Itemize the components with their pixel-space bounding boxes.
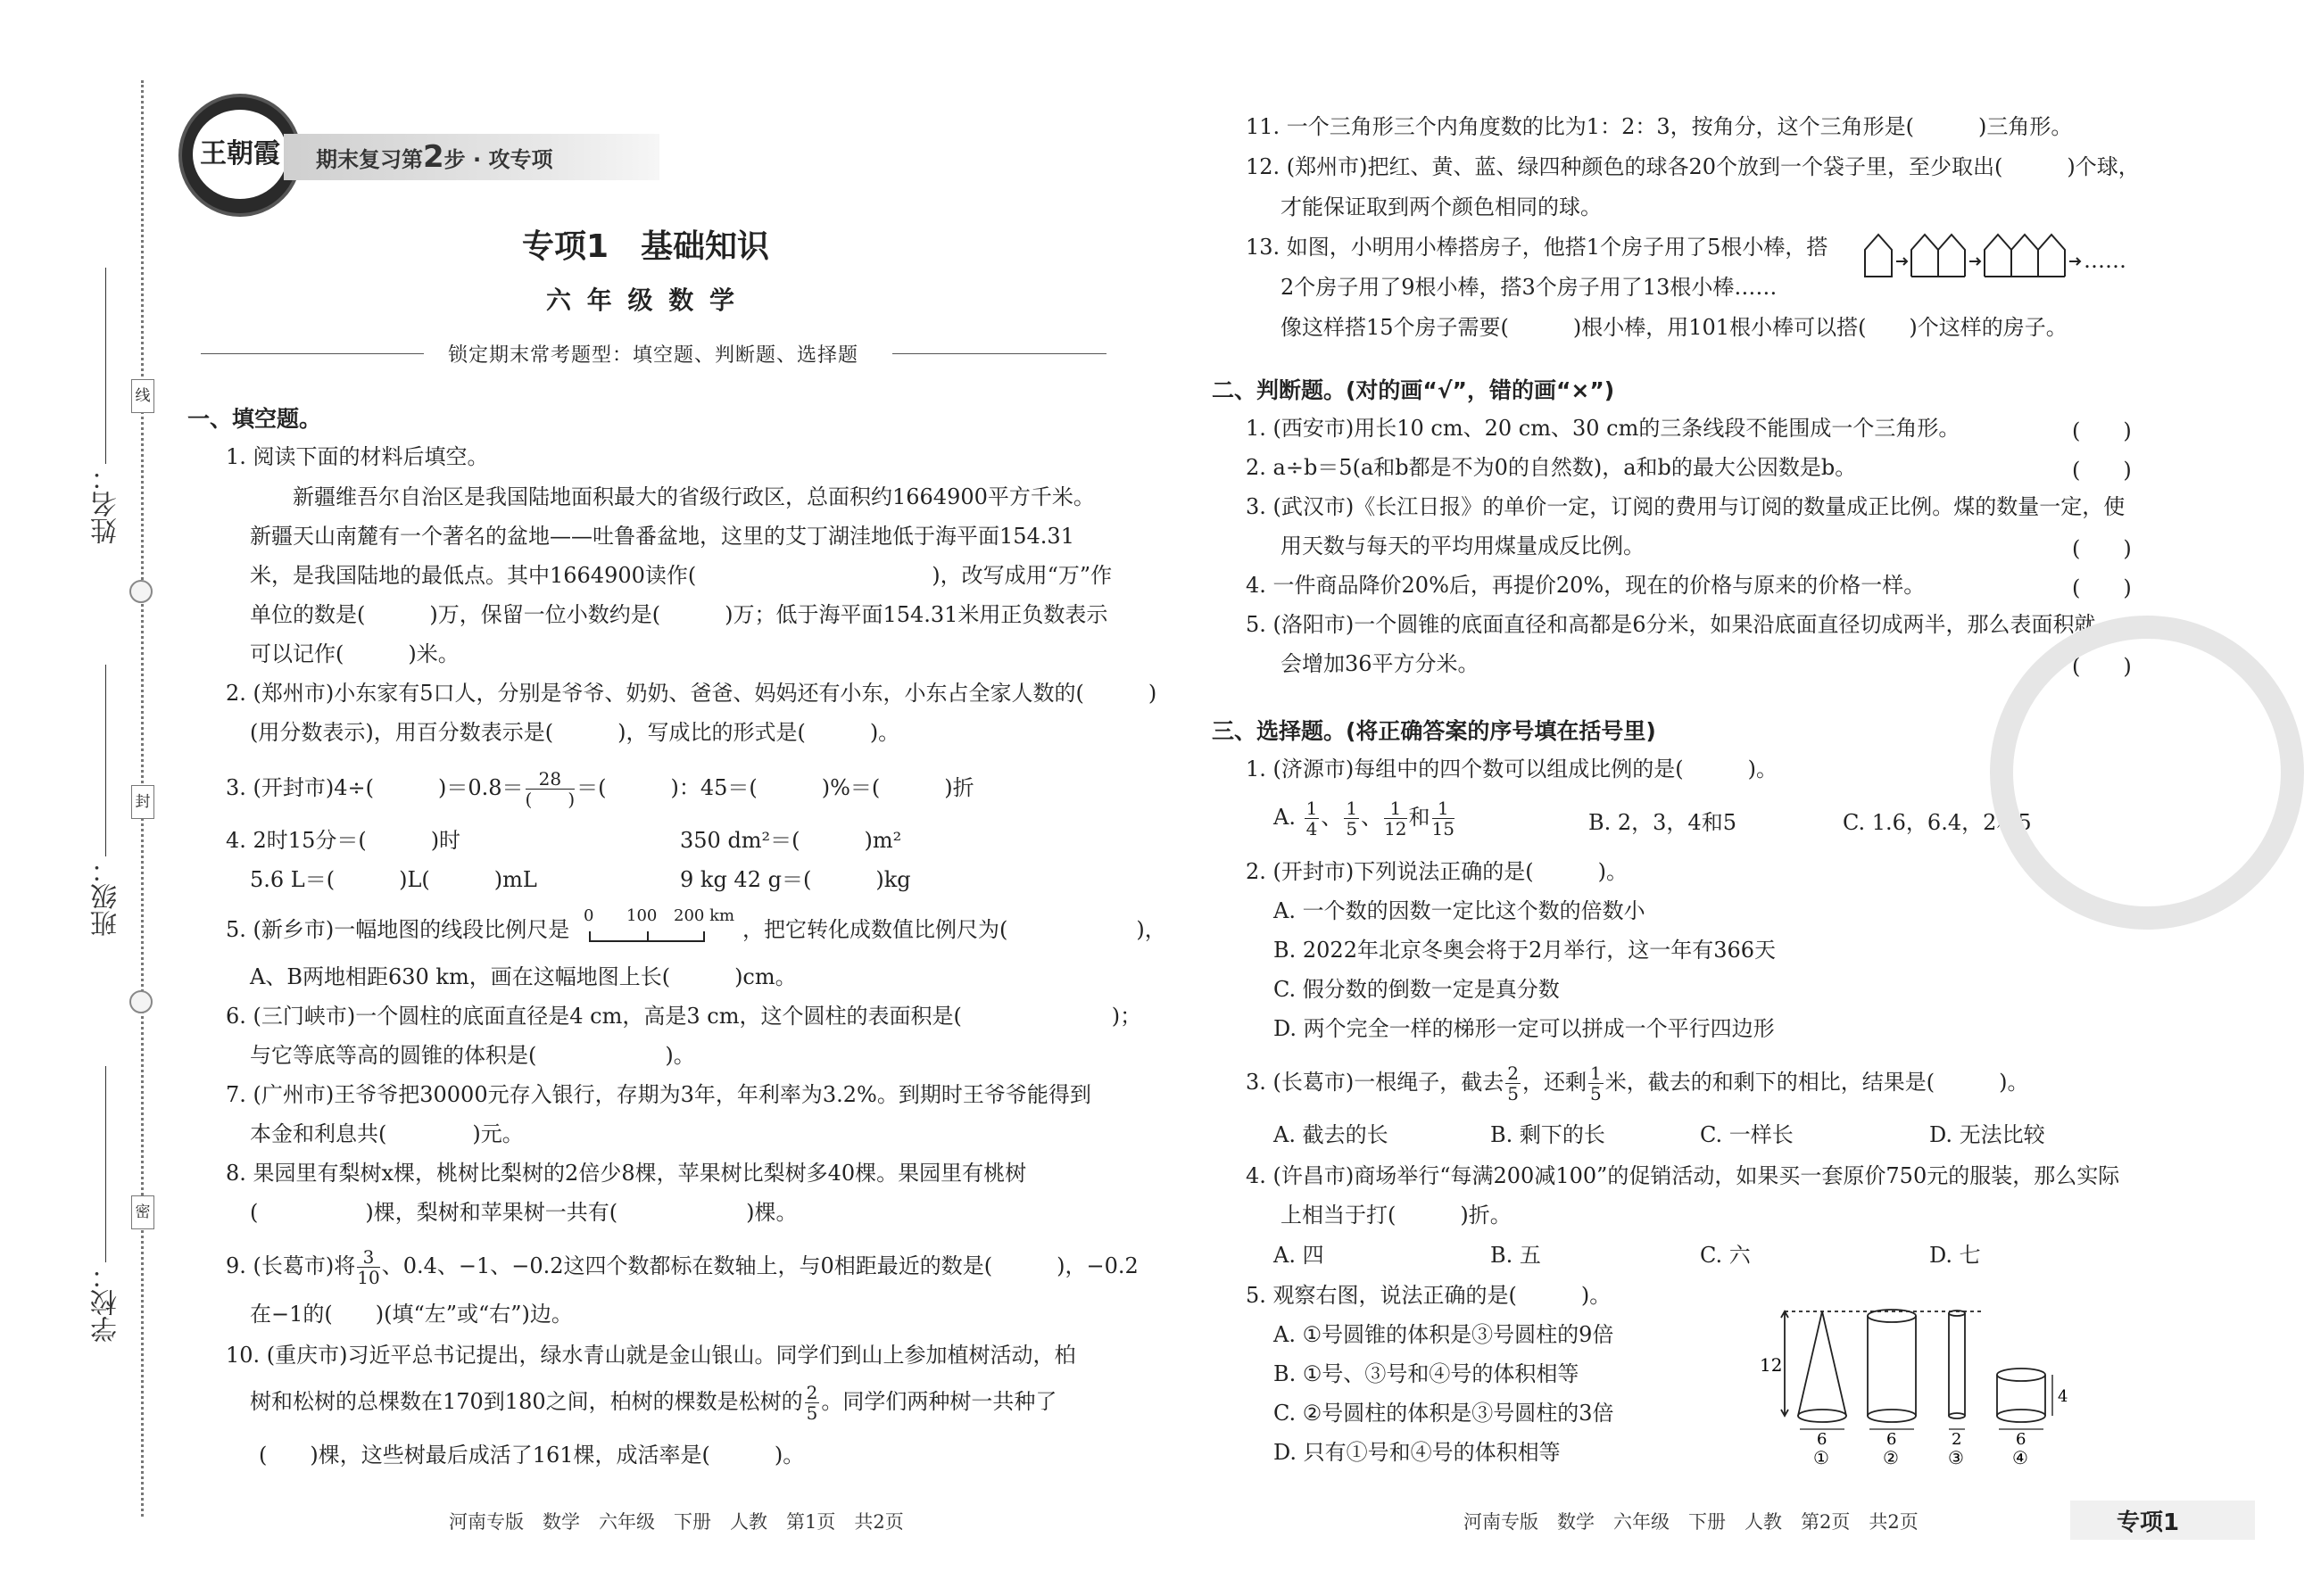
arrow-1 [1896, 258, 1907, 265]
fig-num-4: ④ [2012, 1447, 2028, 1468]
judge-1: 1. (西安市)用长10 cm、20 cm、30 cm的三条线段不能围成一个三角形。 [1246, 416, 1960, 441]
choice-1-option-b: B. 2，3，4和5 [1588, 810, 1736, 835]
page-subtitle: 六 年 级 数 学 [546, 285, 738, 315]
judge-4: 4. 一件商品降价20%后，再提价20%，现在的价格与原来的价格一样。 [1246, 573, 1926, 598]
c1-a-frac-2: $\frac{1}{5}$ [1346, 798, 1358, 839]
logo-inner: 王朝霞 [193, 110, 287, 199]
q3-denominator: ( ) [525, 789, 576, 810]
house-ellipsis: …… [2084, 248, 2126, 273]
tagline-rule-left [201, 353, 424, 354]
q9-fraction [357, 1247, 379, 1287]
choice-2-option-c: C. 假分数的倒数一定是真分数 [1273, 977, 1560, 1002]
scale-label-200: 200 km [674, 906, 735, 925]
choice-3-option-b: B. 剩下的长 [1490, 1122, 1605, 1147]
tagline-rule-right [892, 353, 1106, 354]
cone-1 [1798, 1311, 1846, 1416]
c1-a-and: 和 [1408, 805, 1430, 830]
choice-3 [1246, 1063, 2028, 1104]
banner-prefix: 期末复习第 [316, 147, 423, 172]
fig-diam-1: 6 [1817, 1430, 1827, 1449]
choice-2-option-d: D. 两个完全一样的梯形一定可以拼成一个平行四边形 [1273, 1016, 1775, 1041]
judge-1-answer[interactable]: ( ) [2072, 418, 2132, 443]
fill-line-7a: 7. (广州市)王爷爷把30000元存入银行，存期为3年，年利率为3.2%。到期时王爷爷能得到 [226, 1082, 1091, 1107]
question-10b [250, 1383, 1057, 1423]
scale-bar [584, 906, 741, 951]
banner-suffix: 步 · 攻专项 [443, 147, 553, 172]
c1-a-frac-4: $\frac{1}{15}$ [1431, 798, 1455, 839]
q3-fraction [526, 769, 576, 809]
section-judge: 二、判断题。(对的画“√”，错的画“×”) [1212, 377, 1615, 403]
tagline: 锁定期末常考题型：填空题、判断题、选择题 [448, 344, 859, 367]
choice-5-option-d: D. 只有①号和④号的体积相等 [1273, 1440, 1561, 1465]
q3-numerator: 28 [526, 769, 576, 790]
choice-3-option-a: A. 截去的长 [1273, 1122, 1388, 1147]
question-5a: 5. (新乡市)一幅地图的线段比例尺是 [226, 917, 570, 942]
choice-5-option-b: B. ①号、③号和④号的体积相等 [1273, 1361, 1579, 1386]
class-line[interactable] [105, 665, 106, 856]
fig-small-height-label: 4 [2058, 1387, 2068, 1406]
judge-3b: 用天数与每天的平均用煤量成反比例。 [1280, 533, 1645, 558]
class-label: 班级： [91, 856, 122, 937]
q9-denominator: 10 [357, 1267, 380, 1288]
cylinder-4-base [1997, 1410, 2045, 1422]
fill-line-8b: ( )棵，梨树和苹果树一共有( )棵。 [250, 1200, 798, 1225]
cylinder-2-base [1868, 1410, 1916, 1422]
fill-line-6: 可以记作( )米。 [250, 641, 460, 666]
choice-4-option-b: B. 五 [1490, 1243, 1541, 1268]
c3-fraction-1: $\frac{2}{5}$ [1507, 1063, 1519, 1104]
choice-4b: 上相当于打( )折。 [1280, 1203, 1512, 1228]
binding-hole-2 [129, 990, 153, 1013]
fig-num-1: ① [1813, 1447, 1829, 1468]
question-13a: 13. 如图，小明用小棒搭房子，他搭1个房子用了5根小棒，搭 [1246, 235, 1828, 260]
corner-label: 专项1 [2117, 1509, 2180, 1536]
house-3 [1985, 235, 2065, 277]
fill-line-4: 米，是我国陆地的最低点。其中1664900读作( )，改写成用“万”作 [250, 563, 1113, 588]
question-4c: 5.6 L＝( )L( )mL [250, 867, 537, 892]
judge-5b: 会增加36平方分米。 [1280, 651, 1479, 676]
house-1 [1865, 235, 1892, 277]
q3-part-b: ＝( )：45＝( )%＝( )折 [576, 775, 974, 800]
cylinder-2-sides [1868, 1316, 1916, 1416]
choice-1-option-c: C. 1.6，6.4，2和5 [1843, 810, 2032, 835]
q10-numerator: 2 [806, 1382, 818, 1403]
fill-line-8a: 8. 果园里有梨树x棵，桃树比梨树的2倍少8棵，苹果树比梨树多40棵。果园里有桃树 [226, 1161, 1027, 1186]
choice-5: 5. 观察右图，说法正确的是( )。 [1246, 1283, 1612, 1308]
c1-a-frac-1: $\frac{1}{4}$ [1305, 798, 1318, 839]
fig-height-label: 12 [1760, 1354, 1783, 1376]
footer-left: 河南专版 数学 六年级 下册 人教 第1页 共2页 [449, 1511, 904, 1533]
choice-5-option-a: A. ①号圆锥的体积是③号圆柱的9倍 [1273, 1322, 1614, 1347]
question-13b: 2个房子用了9根小棒，搭3个房子用了13根小棒…… [1280, 275, 1778, 300]
house-2 [1911, 235, 1965, 277]
c3-part-c: 米，截去的和剩下的相比，结果是( )。 [1604, 1070, 2029, 1095]
choice-1-option-a: A. $\frac{1}{4}$ 、 $\frac{1}{5}$ 、 $\frac{1}{12}$ 和 $\frac{1}{15}$ [1273, 798, 1455, 839]
judge-2: 2. a÷b＝5(a和b都是不为0的自然数)，a和b的最大公因数是b。 [1246, 455, 1857, 480]
choice-2: 2. (开封市)下列说法正确的是( )。 [1246, 859, 1628, 884]
question-5b: ，把它转化成数值比例尺为( )， [742, 917, 1166, 942]
question-4b: 350 dm²＝( )m² [680, 828, 902, 853]
fill-line-2: 新疆维吾尔自治区是我国陆地面积最大的省级行政区，总面积约1664900平方千米。 [250, 484, 1095, 509]
page-title: 专项1 基础知识 [522, 228, 770, 265]
choice-3-option-d: D. 无法比较 [1929, 1122, 2045, 1147]
name-label: 姓名： [91, 464, 122, 544]
cylinder-3-sides [1949, 1313, 1965, 1416]
fill-line-3: 新疆天山南麓有一个著名的盆地——吐鲁番盆地，这里的艾丁湖洼地低于海平面154.31 [250, 524, 1074, 549]
c1-a-frac-3: $\frac{1}{12}$ [1384, 798, 1407, 839]
question-4d: 9 kg 42 g＝( )kg [680, 867, 911, 892]
banner-step: 2 [423, 139, 444, 175]
c3-part-a: 3. (长葛市)一根绳子，截去 [1246, 1070, 1504, 1095]
judge-4-answer[interactable]: ( ) [2072, 575, 2132, 600]
q10-part-b: 树和松树的总棵数在170到180之间，柏树的棵数是松树的 [250, 1389, 803, 1414]
footer-right: 河南专版 数学 六年级 下册 人教 第2页 共2页 [1463, 1511, 1919, 1533]
question-12a: 12. (郑州市)把红、黄、蓝、绿四种颜色的球各20个放到一个袋子里，至少取出( )个球， [1246, 154, 2140, 179]
q9-part-b: 、0.4、−1、−0.2这四个数都标在数轴上，与0相距最近的数是( )，−0.2 [381, 1253, 1139, 1278]
judge-5-answer[interactable]: ( ) [2072, 654, 2132, 679]
judge-5a: 5. (洛阳市)一个圆锥的底面直径和高都是6分米，如果沿底面直径切成两半，那么表面积就 [1246, 612, 2096, 637]
c3-fraction-2: $\frac{1}{5}$ [1590, 1063, 1602, 1104]
binding-mark-secret: 密 [131, 1195, 154, 1229]
watermark-seal [1990, 616, 2304, 930]
fill-line-7b: 本金和利息共( )元。 [250, 1121, 524, 1146]
c3-part-b: ，还剩 [1522, 1070, 1587, 1095]
arrow-2 [1969, 258, 1980, 265]
fig-diam-4: 6 [2016, 1430, 2026, 1449]
name-line[interactable] [105, 268, 106, 464]
c1-a-label: A. [1273, 805, 1296, 830]
choice-5-option-c: C. ②号圆柱的体积是③号圆柱的3倍 [1273, 1401, 1614, 1426]
arrow-3 [2069, 258, 2080, 265]
question-5c: A、B两地相距630 km，画在这幅地图上长( )cm。 [250, 964, 797, 989]
fill-line-7: 2. (郑州市)小东家有5口人，分别是爷爷、奶奶、爸爸、妈妈还有小东，小东占全家人数的( ) [226, 681, 1157, 706]
binding-mark-seal: 封 [131, 785, 154, 819]
banner [284, 134, 659, 180]
choice-1: 1. (济源市)每组中的四个数可以组成比例的是( )。 [1246, 757, 1778, 781]
cylinder-4-top [1997, 1369, 2045, 1381]
choice-2-option-a: A. 一个数的因数一定比这个数的倍数小 [1273, 898, 1645, 923]
judge-2-answer[interactable]: ( ) [2072, 458, 2132, 483]
fill-line-8: (用分数表示)，用百分数表示是( )，写成比的形式是( )。 [250, 720, 900, 745]
school-line[interactable] [105, 1066, 106, 1262]
fill-line-1: 1. 阅读下面的材料后填空。 [226, 444, 489, 469]
section-choice: 三、选择题。(将正确答案的序号填在括号里) [1212, 718, 1656, 744]
question-9a [226, 1247, 1139, 1287]
cylinder-3-base [1949, 1413, 1965, 1418]
fill-line-6a: 6. (三门峡市)一个圆柱的底面直径是4 cm，高是3 cm，这个圆柱的表面积是( )； [226, 1004, 1142, 1029]
school-label: 学校： [91, 1262, 122, 1343]
question-12b: 才能保证取到两个颜色相同的球。 [1280, 194, 1602, 219]
question-9c: 在−1的( )(填“左”或“右”)边。 [250, 1302, 573, 1327]
fill-line-5: 单位的数是( )万，保留一位小数约是( )万；低于海平面154.31米用正负数表示 [250, 602, 1108, 627]
choice-4a: 4. (许昌市)商场举行“每满200减100”的促销活动，如果买一套原价750元的服装，那么实际 [1246, 1163, 2120, 1188]
fig-num-3: ③ [1948, 1447, 1964, 1468]
section-fill-in: 一、填空题。 [187, 406, 322, 432]
fig-num-2: ② [1883, 1447, 1899, 1468]
judge-3-answer[interactable]: ( ) [2072, 536, 2132, 561]
fill-line-6b: 与它等底等高的圆锥的体积是( )。 [250, 1043, 695, 1068]
question-4a: 4. 2时15分＝( )时 [226, 828, 461, 853]
q9-part-a: 9. (长葛市)将 [226, 1253, 356, 1278]
binding-hole-1 [129, 580, 153, 603]
solids-figure [1758, 1298, 2068, 1468]
binding-mark-line: 线 [131, 379, 154, 413]
question-3 [226, 769, 974, 809]
scale-label-100: 100 [626, 906, 658, 925]
choice-4-option-d: D. 七 [1929, 1243, 1981, 1268]
q9-numerator: 3 [357, 1247, 379, 1268]
fig-diam-3: 2 [1952, 1430, 1962, 1449]
question-10a: 10. (重庆市)习近平总书记提出，绿水青山就是金山银山。同学们到山上参加植树活动，柏 [226, 1343, 1076, 1368]
judge-3a: 3. (武汉市)《长江日报》的单价一定，订阅的费用与订阅的数量成正比例。煤的数量一定，使 [1246, 494, 2126, 519]
q10-fraction [805, 1383, 820, 1423]
choice-4-option-a: A. 四 [1273, 1243, 1324, 1268]
q3-part-a: 3. (开封市)4÷( )＝0.8＝ [226, 775, 524, 800]
choice-3-option-c: C. 一样长 [1700, 1122, 1794, 1147]
scale-label-0: 0 [584, 906, 594, 925]
choice-2-option-b: B. 2022年北京冬奥会将于2月举行，这一年有366天 [1273, 938, 1777, 963]
question-11: 11. 一个三角形三个内角度数的比为1：2：3，按角分，这个三角形是( )三角形。 [1246, 114, 2073, 139]
choice-4-option-c: C. 六 [1700, 1243, 1751, 1268]
fig-diam-2: 6 [1886, 1430, 1897, 1449]
question-13c: 像这样搭15个房子需要( )根小棒，用101根小棒可以搭( )个这样的房子。 [1280, 315, 2068, 340]
q10-part-c: 。同学们两种树一共种了 [821, 1389, 1057, 1414]
q10-denominator: 5 [806, 1402, 818, 1424]
cone-1-base [1798, 1410, 1846, 1422]
question-10d: ( )棵，这些树最后成活了161棵，成活率是( )。 [259, 1443, 805, 1468]
